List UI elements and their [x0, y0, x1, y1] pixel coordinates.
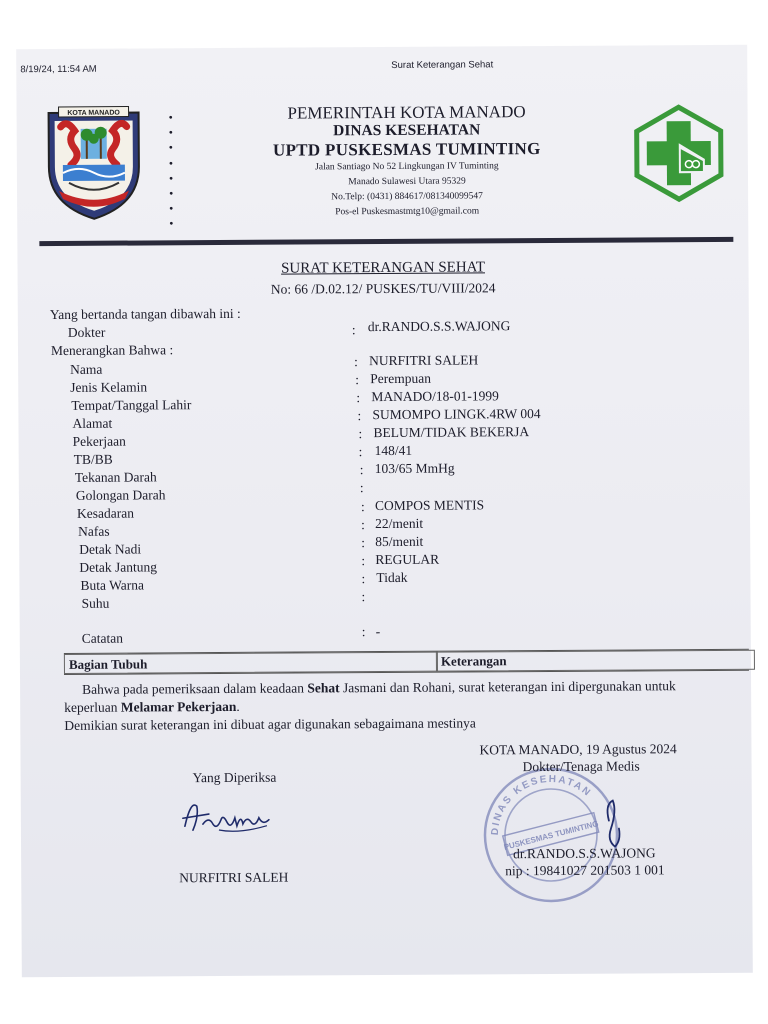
letterhead-government: PEMERINTAH KOTA MANADO: [287, 102, 526, 123]
doctor-name: dr.RANDO.S.S.WAJONG: [513, 845, 656, 862]
field-value-pekerjaan: BELUM/TIDAK BEKERJA: [373, 424, 530, 441]
letterhead-email: Pos-el Puskesmastmtg10@gmail.com: [335, 206, 480, 218]
examinee-signature-text: Nurfitri: [178, 796, 182, 798]
field-colon: :: [359, 462, 364, 478]
field-colon: :: [361, 517, 365, 533]
field-label-golongan-darah: Golongan Darah: [75, 487, 166, 503]
doctor-colon: :: [351, 322, 356, 338]
place-date: KOTA MANADO, 19 Agustus 2024: [479, 741, 677, 758]
document-page: [16, 45, 753, 977]
puskesmas-logo-icon: [629, 103, 730, 204]
field-label-nama: Nama: [70, 361, 103, 377]
field-value-detak-nadi: 85/menit: [375, 533, 424, 550]
letterhead: [257, 102, 558, 221]
field-label-kesadaran: Kesadaran: [76, 505, 135, 521]
field-label-alamat: Alamat: [72, 415, 113, 431]
doctor-label: Dokter: [67, 324, 106, 340]
field-colon: :: [354, 354, 358, 370]
stamp-inner-text: PUSKESMAS TUMINTING: [502, 819, 600, 852]
field-value-tekanan-darah: 103/65 MmHg: [374, 460, 455, 477]
body-parts-table: [64, 649, 749, 675]
field-label-detak-jantung: Detak Jantung: [79, 559, 157, 575]
field-value-nafas: 22/menit: [375, 515, 424, 532]
field-colon: :: [361, 589, 366, 605]
doctor-value: dr.RANDO.S.S.WAJONG: [367, 318, 511, 335]
signer-role: Dokter/Tenaga Medis: [522, 758, 640, 775]
field-value-kesadaran: COMPOS MENTIS: [374, 497, 485, 514]
field-value-detak-jantung: REGULAR: [375, 551, 440, 568]
print-title: Surat Keterangan Sehat: [391, 59, 494, 71]
notes-label: Catatan: [81, 630, 124, 646]
letterhead-clinic: UPTD PUSKESMAS TUMINTING: [272, 139, 541, 160]
intro-text: Yang bertanda tangan dibawah ini :: [49, 305, 241, 323]
kota-manado-crest-icon: [41, 104, 148, 221]
field-label-pekerjaan: Pekerjaan: [72, 433, 126, 449]
field-value-tempat-tanggal-lahir: MANADO/18-01-1999: [371, 388, 499, 405]
field-colon: :: [358, 426, 363, 442]
doctor-nip: nip : 19841027 201503 1 001: [505, 862, 665, 879]
doctor-signature: [581, 780, 641, 850]
document-number: No: 66 /D.02.12/ PUSKES/TU/VIII/2024: [270, 280, 496, 297]
field-value-jenis-kelamin: Perempuan: [370, 370, 431, 387]
print-date: 8/19/24, 11:54 AM: [20, 63, 97, 76]
field-value-buta-warna: Tidak: [376, 569, 408, 586]
field-label-buta-warna: Buta Warna: [80, 577, 145, 593]
field-colon: :: [359, 480, 364, 496]
letterhead-phone: No.Telp: (0431) 884617/081340099547: [331, 191, 483, 203]
letterhead-divider: [39, 237, 733, 246]
field-label-suhu: Suhu: [81, 595, 110, 611]
field-label-tekanan-darah: Tekanan Darah: [74, 469, 157, 485]
examinee-signature: [179, 796, 279, 839]
crest-banner-text: KOTA MANADO: [67, 109, 120, 117]
field-colon: :: [358, 444, 363, 460]
field-colon: :: [361, 535, 366, 551]
field-value-tb-bb: 148/41: [374, 442, 413, 459]
field-colon: :: [361, 553, 366, 569]
field-label-jenis-kelamin: Jenis Kelamin: [70, 379, 148, 395]
statement-line2: keperluan Melamar Pekerjaan.: [64, 698, 240, 715]
closing-statement: Demikian surat keterangan ini dibuat agar digunakan sebagaimana mestinya: [64, 715, 476, 733]
field-value-alamat: SUMOMPO LINGK.4RW 004: [372, 406, 541, 423]
table-header-remarks: Keterangan: [436, 650, 755, 672]
field-label-nafas: Nafas: [78, 523, 110, 539]
field-label-detak-nadi: Detak Nadi: [79, 541, 142, 557]
states-label: Menerangkan Bahwa :: [50, 342, 174, 359]
field-colon: :: [361, 571, 366, 587]
field-label-tb-bb: TB/BB: [73, 451, 113, 467]
letterhead-agency: DINAS KESEHATAN: [333, 121, 481, 140]
letterhead-city: Manado Sulawesi Utara 95329: [348, 176, 466, 188]
stamp-outer-text: DINAS KESEHATAN: [489, 773, 594, 836]
field-colon: :: [356, 390, 361, 406]
examinee-label: Yang Diperiksa: [192, 769, 277, 786]
field-colon: :: [360, 499, 365, 515]
field-colon: :: [357, 408, 362, 424]
field-colon: :: [355, 372, 360, 388]
field-label-tempat-tanggal-lahir: Tempat/Tanggal Lahir: [71, 397, 192, 413]
field-value-nama: NURFITRI SALEH: [369, 352, 479, 369]
notes-value: -: [375, 624, 381, 640]
letterhead-address: Jalan Santiago No 52 Lingkungan IV Tuminting: [315, 161, 499, 173]
notes-colon: :: [361, 624, 366, 640]
statement-line1: Bahwa pada pemeriksaan dalam keadaan Sehat Jasmani dan Rohani, surat keterangan ini dipergunakan untuk: [82, 678, 676, 697]
letterhead-bullets: • • • • • • • •: [168, 110, 174, 231]
table-header-body-part: Bagian Tubuh: [64, 652, 438, 674]
document-title: SURAT KETERANGAN SEHAT: [281, 259, 486, 277]
examinee-name: NURFITRI SALEH: [179, 869, 289, 886]
